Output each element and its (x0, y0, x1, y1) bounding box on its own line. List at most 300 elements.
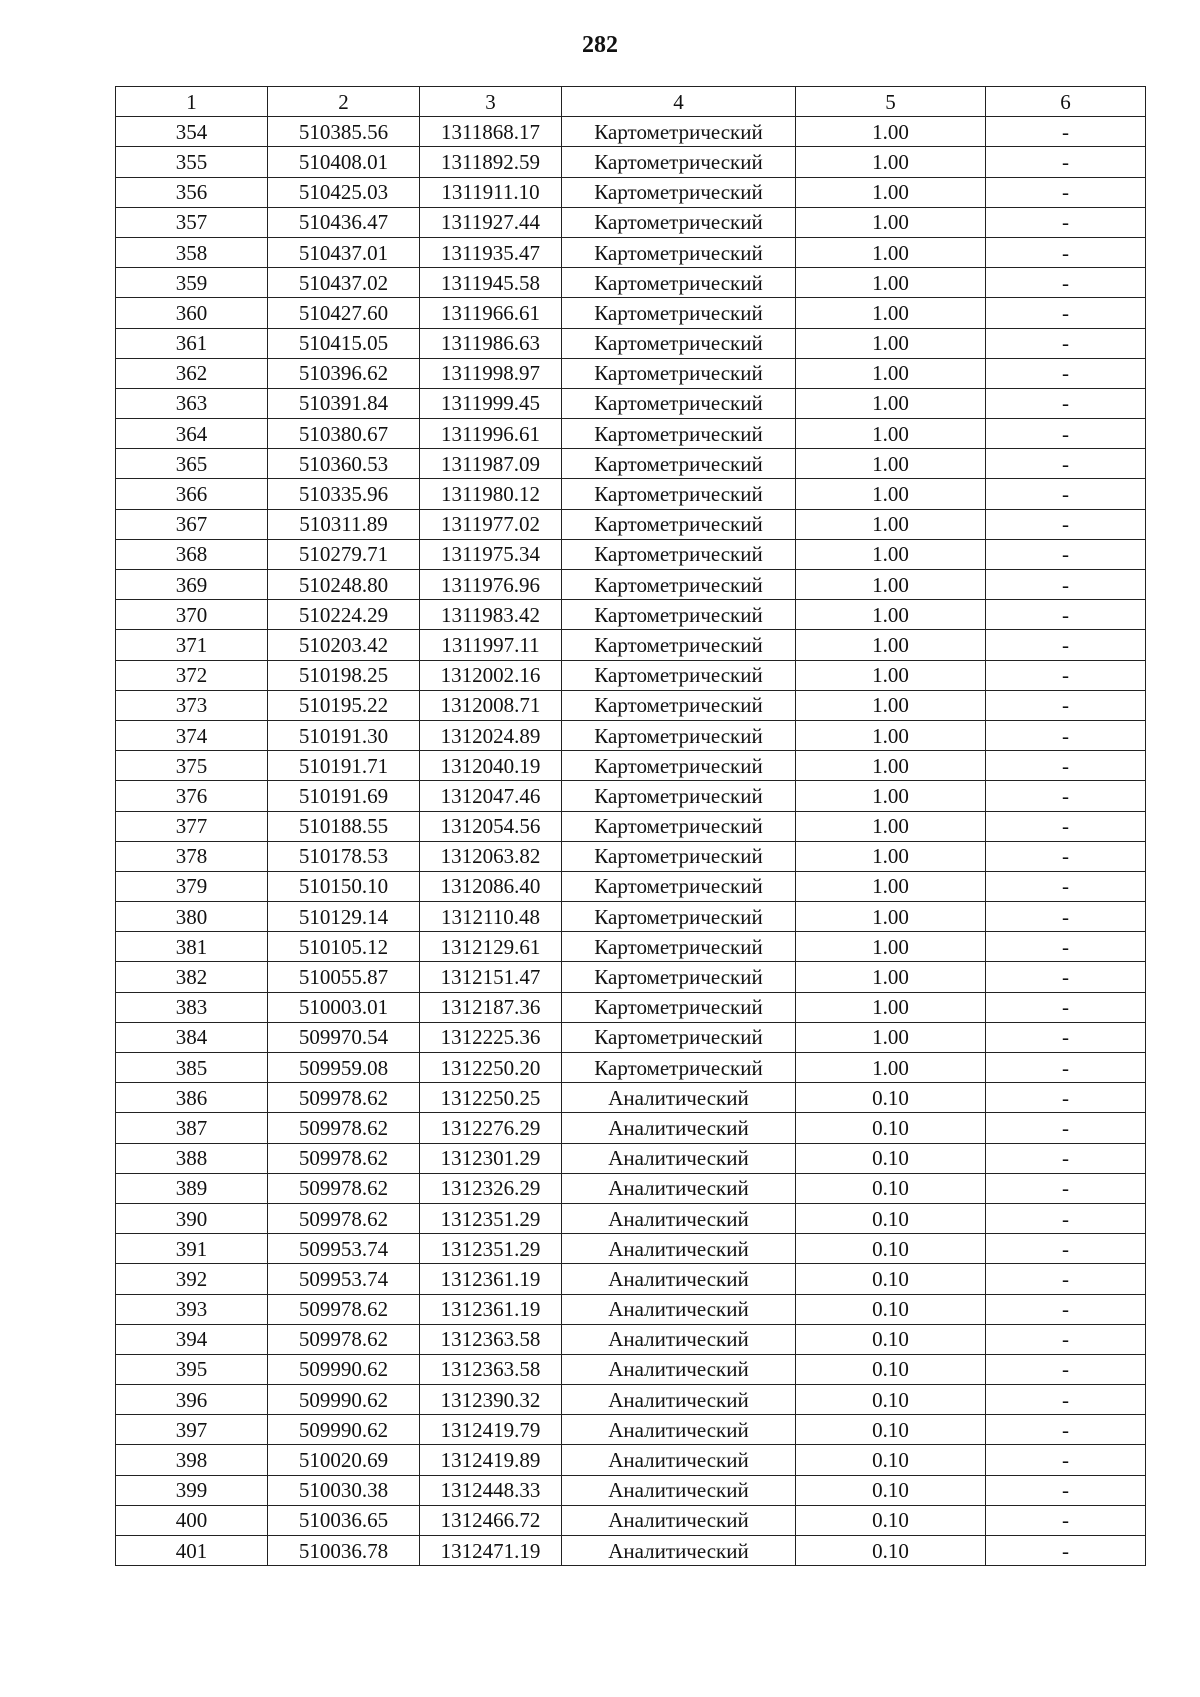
x-coordinate-cell: 510248.80 (268, 570, 420, 600)
point-number-cell: 363 (116, 388, 268, 418)
y-coordinate-cell: 1312361.19 (420, 1264, 562, 1294)
x-coordinate-cell: 509990.62 (268, 1385, 420, 1415)
table-row (116, 1294, 1146, 1324)
x-coordinate-cell: 509978.62 (268, 1113, 420, 1143)
x-coordinate-cell: 510191.69 (268, 781, 420, 811)
y-coordinate-cell: 1311911.10 (420, 177, 562, 207)
table-row (116, 992, 1146, 1022)
table-row (116, 1234, 1146, 1264)
x-coordinate-cell: 510360.53 (268, 449, 420, 479)
x-coordinate-cell: 510279.71 (268, 539, 420, 569)
method-cell: Картометрический (562, 660, 796, 690)
y-coordinate-cell: 1311986.63 (420, 328, 562, 358)
table-row (116, 660, 1146, 690)
note-cell: - (986, 1053, 1146, 1083)
point-number-cell: 380 (116, 902, 268, 932)
table-row (116, 328, 1146, 358)
y-coordinate-cell: 1312225.36 (420, 1022, 562, 1052)
y-coordinate-cell: 1311977.02 (420, 509, 562, 539)
x-coordinate-cell: 510224.29 (268, 600, 420, 630)
point-number-cell: 372 (116, 660, 268, 690)
table-row (116, 902, 1146, 932)
note-cell: - (986, 539, 1146, 569)
point-number-cell: 379 (116, 871, 268, 901)
method-cell: Картометрический (562, 932, 796, 962)
x-coordinate-cell: 509953.74 (268, 1264, 420, 1294)
table-row (116, 509, 1146, 539)
method-cell: Аналитический (562, 1445, 796, 1475)
header-cell-col1: 1 (116, 87, 268, 117)
x-coordinate-cell: 510311.89 (268, 509, 420, 539)
note-cell: - (986, 1505, 1146, 1535)
note-cell: - (986, 479, 1146, 509)
note-cell: - (986, 358, 1146, 388)
x-coordinate-cell: 509978.62 (268, 1294, 420, 1324)
y-coordinate-cell: 1311996.61 (420, 419, 562, 449)
note-cell: - (986, 1234, 1146, 1264)
note-cell: - (986, 1536, 1146, 1566)
point-number-cell: 399 (116, 1475, 268, 1505)
table-body (116, 117, 1146, 1566)
y-coordinate-cell: 1312390.32 (420, 1385, 562, 1415)
accuracy-cell: 1.00 (796, 992, 986, 1022)
note-cell: - (986, 147, 1146, 177)
y-coordinate-cell: 1312008.71 (420, 690, 562, 720)
table-header (116, 87, 1146, 117)
x-coordinate-cell: 510150.10 (268, 871, 420, 901)
method-cell: Картометрический (562, 781, 796, 811)
x-coordinate-cell: 510437.01 (268, 237, 420, 267)
accuracy-cell: 1.00 (796, 751, 986, 781)
accuracy-cell: 0.10 (796, 1475, 986, 1505)
x-coordinate-cell: 510030.38 (268, 1475, 420, 1505)
method-cell: Аналитический (562, 1203, 796, 1233)
header-cell-col4: 4 (562, 87, 796, 117)
method-cell: Аналитический (562, 1294, 796, 1324)
method-cell: Картометрический (562, 479, 796, 509)
accuracy-cell: 0.10 (796, 1324, 986, 1354)
accuracy-cell: 0.10 (796, 1536, 986, 1566)
note-cell: - (986, 660, 1146, 690)
x-coordinate-cell: 510036.65 (268, 1505, 420, 1535)
point-number-cell: 374 (116, 720, 268, 750)
method-cell: Аналитический (562, 1143, 796, 1173)
method-cell: Картометрический (562, 268, 796, 298)
accuracy-cell: 0.10 (796, 1415, 986, 1445)
accuracy-cell: 1.00 (796, 207, 986, 237)
note-cell: - (986, 781, 1146, 811)
x-coordinate-cell: 510415.05 (268, 328, 420, 358)
table-row (116, 388, 1146, 418)
table-row (116, 600, 1146, 630)
y-coordinate-cell: 1311999.45 (420, 388, 562, 418)
accuracy-cell: 1.00 (796, 902, 986, 932)
note-cell: - (986, 570, 1146, 600)
accuracy-cell: 1.00 (796, 932, 986, 962)
method-cell: Картометрический (562, 962, 796, 992)
header-cell-col2: 2 (268, 87, 420, 117)
accuracy-cell: 0.10 (796, 1203, 986, 1233)
y-coordinate-cell: 1312187.36 (420, 992, 562, 1022)
point-number-cell: 401 (116, 1536, 268, 1566)
point-number-cell: 392 (116, 1264, 268, 1294)
accuracy-cell: 1.00 (796, 147, 986, 177)
table-row (116, 962, 1146, 992)
x-coordinate-cell: 509990.62 (268, 1415, 420, 1445)
accuracy-cell: 1.00 (796, 962, 986, 992)
note-cell: - (986, 1264, 1146, 1294)
x-coordinate-cell: 509970.54 (268, 1022, 420, 1052)
x-coordinate-cell: 510396.62 (268, 358, 420, 388)
table-row (116, 147, 1146, 177)
table-row (116, 1053, 1146, 1083)
x-coordinate-cell: 509990.62 (268, 1354, 420, 1384)
x-coordinate-cell: 510178.53 (268, 841, 420, 871)
point-number-cell: 388 (116, 1143, 268, 1173)
table-row (116, 630, 1146, 660)
x-coordinate-cell: 510436.47 (268, 207, 420, 237)
note-cell: - (986, 1385, 1146, 1415)
note-cell: - (986, 841, 1146, 871)
method-cell: Картометрический (562, 419, 796, 449)
method-cell: Картометрический (562, 509, 796, 539)
method-cell: Картометрический (562, 449, 796, 479)
table-row (116, 177, 1146, 207)
table-row (116, 1445, 1146, 1475)
accuracy-cell: 1.00 (796, 117, 986, 147)
method-cell: Картометрический (562, 811, 796, 841)
table-row (116, 1173, 1146, 1203)
point-number-cell: 382 (116, 962, 268, 992)
table-row (116, 1475, 1146, 1505)
y-coordinate-cell: 1312002.16 (420, 660, 562, 690)
y-coordinate-cell: 1312250.20 (420, 1053, 562, 1083)
accuracy-cell: 1.00 (796, 388, 986, 418)
note-cell: - (986, 1173, 1146, 1203)
method-cell: Картометрический (562, 237, 796, 267)
accuracy-cell: 1.00 (796, 328, 986, 358)
table-row (116, 539, 1146, 569)
accuracy-cell: 0.10 (796, 1113, 986, 1143)
accuracy-cell: 0.10 (796, 1143, 986, 1173)
point-number-cell: 366 (116, 479, 268, 509)
y-coordinate-cell: 1311966.61 (420, 298, 562, 328)
point-number-cell: 383 (116, 992, 268, 1022)
y-coordinate-cell: 1311987.09 (420, 449, 562, 479)
table-row (116, 1083, 1146, 1113)
x-coordinate-cell: 509978.62 (268, 1324, 420, 1354)
x-coordinate-cell: 509959.08 (268, 1053, 420, 1083)
y-coordinate-cell: 1311980.12 (420, 479, 562, 509)
y-coordinate-cell: 1312363.58 (420, 1324, 562, 1354)
point-number-cell: 375 (116, 751, 268, 781)
table-row (116, 298, 1146, 328)
x-coordinate-cell: 509978.62 (268, 1143, 420, 1173)
table-row (116, 117, 1146, 147)
header-cell-col6: 6 (986, 87, 1146, 117)
accuracy-cell: 1.00 (796, 630, 986, 660)
method-cell: Картометрический (562, 177, 796, 207)
note-cell: - (986, 117, 1146, 147)
y-coordinate-cell: 1312047.46 (420, 781, 562, 811)
point-number-cell: 393 (116, 1294, 268, 1324)
method-cell: Аналитический (562, 1173, 796, 1203)
y-coordinate-cell: 1312250.25 (420, 1083, 562, 1113)
method-cell: Картометрический (562, 207, 796, 237)
note-cell: - (986, 1203, 1146, 1233)
x-coordinate-cell: 510198.25 (268, 660, 420, 690)
note-cell: - (986, 268, 1146, 298)
point-number-cell: 398 (116, 1445, 268, 1475)
y-coordinate-cell: 1312419.89 (420, 1445, 562, 1475)
point-number-cell: 400 (116, 1505, 268, 1535)
method-cell: Аналитический (562, 1536, 796, 1566)
accuracy-cell: 1.00 (796, 871, 986, 901)
y-coordinate-cell: 1311975.34 (420, 539, 562, 569)
note-cell: - (986, 1475, 1146, 1505)
method-cell: Аналитический (562, 1415, 796, 1445)
method-cell: Картометрический (562, 388, 796, 418)
note-cell: - (986, 177, 1146, 207)
header-cell-col5: 5 (796, 87, 986, 117)
x-coordinate-cell: 510391.84 (268, 388, 420, 418)
table-row (116, 1505, 1146, 1535)
point-number-cell: 354 (116, 117, 268, 147)
table-row (116, 1203, 1146, 1233)
method-cell: Картометрический (562, 1022, 796, 1052)
note-cell: - (986, 1415, 1146, 1445)
table-row (116, 449, 1146, 479)
point-number-cell: 367 (116, 509, 268, 539)
x-coordinate-cell: 509978.62 (268, 1083, 420, 1113)
table-row (116, 871, 1146, 901)
point-number-cell: 357 (116, 207, 268, 237)
accuracy-cell: 1.00 (796, 811, 986, 841)
point-number-cell: 384 (116, 1022, 268, 1052)
note-cell: - (986, 600, 1146, 630)
point-number-cell: 355 (116, 147, 268, 177)
y-coordinate-cell: 1312063.82 (420, 841, 562, 871)
accuracy-cell: 1.00 (796, 1053, 986, 1083)
point-number-cell: 389 (116, 1173, 268, 1203)
note-cell: - (986, 237, 1146, 267)
method-cell: Аналитический (562, 1264, 796, 1294)
method-cell: Картометрический (562, 690, 796, 720)
accuracy-cell: 1.00 (796, 419, 986, 449)
accuracy-cell: 1.00 (796, 237, 986, 267)
method-cell: Картометрический (562, 328, 796, 358)
accuracy-cell: 1.00 (796, 449, 986, 479)
point-number-cell: 378 (116, 841, 268, 871)
y-coordinate-cell: 1312361.19 (420, 1294, 562, 1324)
note-cell: - (986, 871, 1146, 901)
point-number-cell: 361 (116, 328, 268, 358)
accuracy-cell: 0.10 (796, 1264, 986, 1294)
x-coordinate-cell: 510003.01 (268, 992, 420, 1022)
table-row (116, 237, 1146, 267)
y-coordinate-cell: 1312129.61 (420, 932, 562, 962)
method-cell: Картометрический (562, 539, 796, 569)
point-number-cell: 362 (116, 358, 268, 388)
accuracy-cell: 0.10 (796, 1354, 986, 1384)
y-coordinate-cell: 1312471.19 (420, 1536, 562, 1566)
accuracy-cell: 1.00 (796, 690, 986, 720)
note-cell: - (986, 207, 1146, 237)
point-number-cell: 387 (116, 1113, 268, 1143)
x-coordinate-cell: 509953.74 (268, 1234, 420, 1264)
accuracy-cell: 0.10 (796, 1385, 986, 1415)
accuracy-cell: 1.00 (796, 268, 986, 298)
note-cell: - (986, 811, 1146, 841)
table-row (116, 811, 1146, 841)
accuracy-cell: 1.00 (796, 509, 986, 539)
y-coordinate-cell: 1312301.29 (420, 1143, 562, 1173)
y-coordinate-cell: 1311998.97 (420, 358, 562, 388)
x-coordinate-cell: 510437.02 (268, 268, 420, 298)
point-number-cell: 381 (116, 932, 268, 962)
x-coordinate-cell: 510020.69 (268, 1445, 420, 1475)
note-cell: - (986, 962, 1146, 992)
accuracy-cell: 1.00 (796, 570, 986, 600)
table-row (116, 358, 1146, 388)
y-coordinate-cell: 1312024.89 (420, 720, 562, 750)
method-cell: Аналитический (562, 1083, 796, 1113)
note-cell: - (986, 902, 1146, 932)
accuracy-cell: 1.00 (796, 358, 986, 388)
y-coordinate-cell: 1312326.29 (420, 1173, 562, 1203)
y-coordinate-cell: 1311935.47 (420, 237, 562, 267)
coordinates-table (115, 86, 1146, 1566)
accuracy-cell: 1.00 (796, 841, 986, 871)
accuracy-cell: 0.10 (796, 1445, 986, 1475)
y-coordinate-cell: 1312276.29 (420, 1113, 562, 1143)
x-coordinate-cell: 510335.96 (268, 479, 420, 509)
table-row (116, 1022, 1146, 1052)
method-cell: Картометрический (562, 751, 796, 781)
point-number-cell: 394 (116, 1324, 268, 1354)
x-coordinate-cell: 510427.60 (268, 298, 420, 328)
note-cell: - (986, 1143, 1146, 1173)
point-number-cell: 395 (116, 1354, 268, 1384)
table-row (116, 1324, 1146, 1354)
y-coordinate-cell: 1311997.11 (420, 630, 562, 660)
table-row (116, 720, 1146, 750)
note-cell: - (986, 630, 1146, 660)
point-number-cell: 390 (116, 1203, 268, 1233)
note-cell: - (986, 751, 1146, 781)
x-coordinate-cell: 510055.87 (268, 962, 420, 992)
y-coordinate-cell: 1311976.96 (420, 570, 562, 600)
point-number-cell: 386 (116, 1083, 268, 1113)
table-row (116, 1536, 1146, 1566)
note-cell: - (986, 298, 1146, 328)
y-coordinate-cell: 1312351.29 (420, 1234, 562, 1264)
y-coordinate-cell: 1312054.56 (420, 811, 562, 841)
table-row (116, 1354, 1146, 1384)
table-row (116, 690, 1146, 720)
point-number-cell: 365 (116, 449, 268, 479)
x-coordinate-cell: 510188.55 (268, 811, 420, 841)
point-number-cell: 371 (116, 630, 268, 660)
method-cell: Картометрический (562, 1053, 796, 1083)
method-cell: Аналитический (562, 1475, 796, 1505)
method-cell: Картометрический (562, 630, 796, 660)
table-row (116, 207, 1146, 237)
note-cell: - (986, 1083, 1146, 1113)
y-coordinate-cell: 1312363.58 (420, 1354, 562, 1384)
table-row (116, 1113, 1146, 1143)
method-cell: Картометрический (562, 902, 796, 932)
y-coordinate-cell: 1312151.47 (420, 962, 562, 992)
x-coordinate-cell: 510385.56 (268, 117, 420, 147)
y-coordinate-cell: 1312466.72 (420, 1505, 562, 1535)
y-coordinate-cell: 1312086.40 (420, 871, 562, 901)
point-number-cell: 377 (116, 811, 268, 841)
page-number: 282 (582, 32, 618, 58)
method-cell: Картометрический (562, 841, 796, 871)
y-coordinate-cell: 1312110.48 (420, 902, 562, 932)
table-row (116, 419, 1146, 449)
note-cell: - (986, 509, 1146, 539)
table-row (116, 1385, 1146, 1415)
x-coordinate-cell: 509978.62 (268, 1173, 420, 1203)
note-cell: - (986, 1022, 1146, 1052)
x-coordinate-cell: 510380.67 (268, 419, 420, 449)
note-cell: - (986, 1294, 1146, 1324)
point-number-cell: 385 (116, 1053, 268, 1083)
x-coordinate-cell: 510191.30 (268, 720, 420, 750)
accuracy-cell: 1.00 (796, 479, 986, 509)
table-row (116, 1415, 1146, 1445)
header-row (116, 87, 1146, 117)
point-number-cell: 370 (116, 600, 268, 630)
accuracy-cell: 0.10 (796, 1083, 986, 1113)
accuracy-cell: 0.10 (796, 1294, 986, 1324)
accuracy-cell: 1.00 (796, 177, 986, 207)
note-cell: - (986, 419, 1146, 449)
y-coordinate-cell: 1311927.44 (420, 207, 562, 237)
note-cell: - (986, 1354, 1146, 1384)
table-row (116, 781, 1146, 811)
table-row (116, 932, 1146, 962)
note-cell: - (986, 720, 1146, 750)
note-cell: - (986, 1113, 1146, 1143)
accuracy-cell: 1.00 (796, 720, 986, 750)
point-number-cell: 397 (116, 1415, 268, 1445)
method-cell: Картометрический (562, 147, 796, 177)
accuracy-cell: 1.00 (796, 600, 986, 630)
method-cell: Картометрический (562, 600, 796, 630)
note-cell: - (986, 388, 1146, 418)
accuracy-cell: 1.00 (796, 660, 986, 690)
method-cell: Аналитический (562, 1234, 796, 1264)
point-number-cell: 356 (116, 177, 268, 207)
x-coordinate-cell: 510105.12 (268, 932, 420, 962)
accuracy-cell: 0.10 (796, 1505, 986, 1535)
y-coordinate-cell: 1312351.29 (420, 1203, 562, 1233)
accuracy-cell: 0.10 (796, 1173, 986, 1203)
point-number-cell: 364 (116, 419, 268, 449)
x-coordinate-cell: 510203.42 (268, 630, 420, 660)
x-coordinate-cell: 510425.03 (268, 177, 420, 207)
y-coordinate-cell: 1311983.42 (420, 600, 562, 630)
point-number-cell: 358 (116, 237, 268, 267)
x-coordinate-cell: 510129.14 (268, 902, 420, 932)
method-cell: Картометрический (562, 570, 796, 600)
note-cell: - (986, 932, 1146, 962)
table-row (116, 268, 1146, 298)
method-cell: Аналитический (562, 1324, 796, 1354)
